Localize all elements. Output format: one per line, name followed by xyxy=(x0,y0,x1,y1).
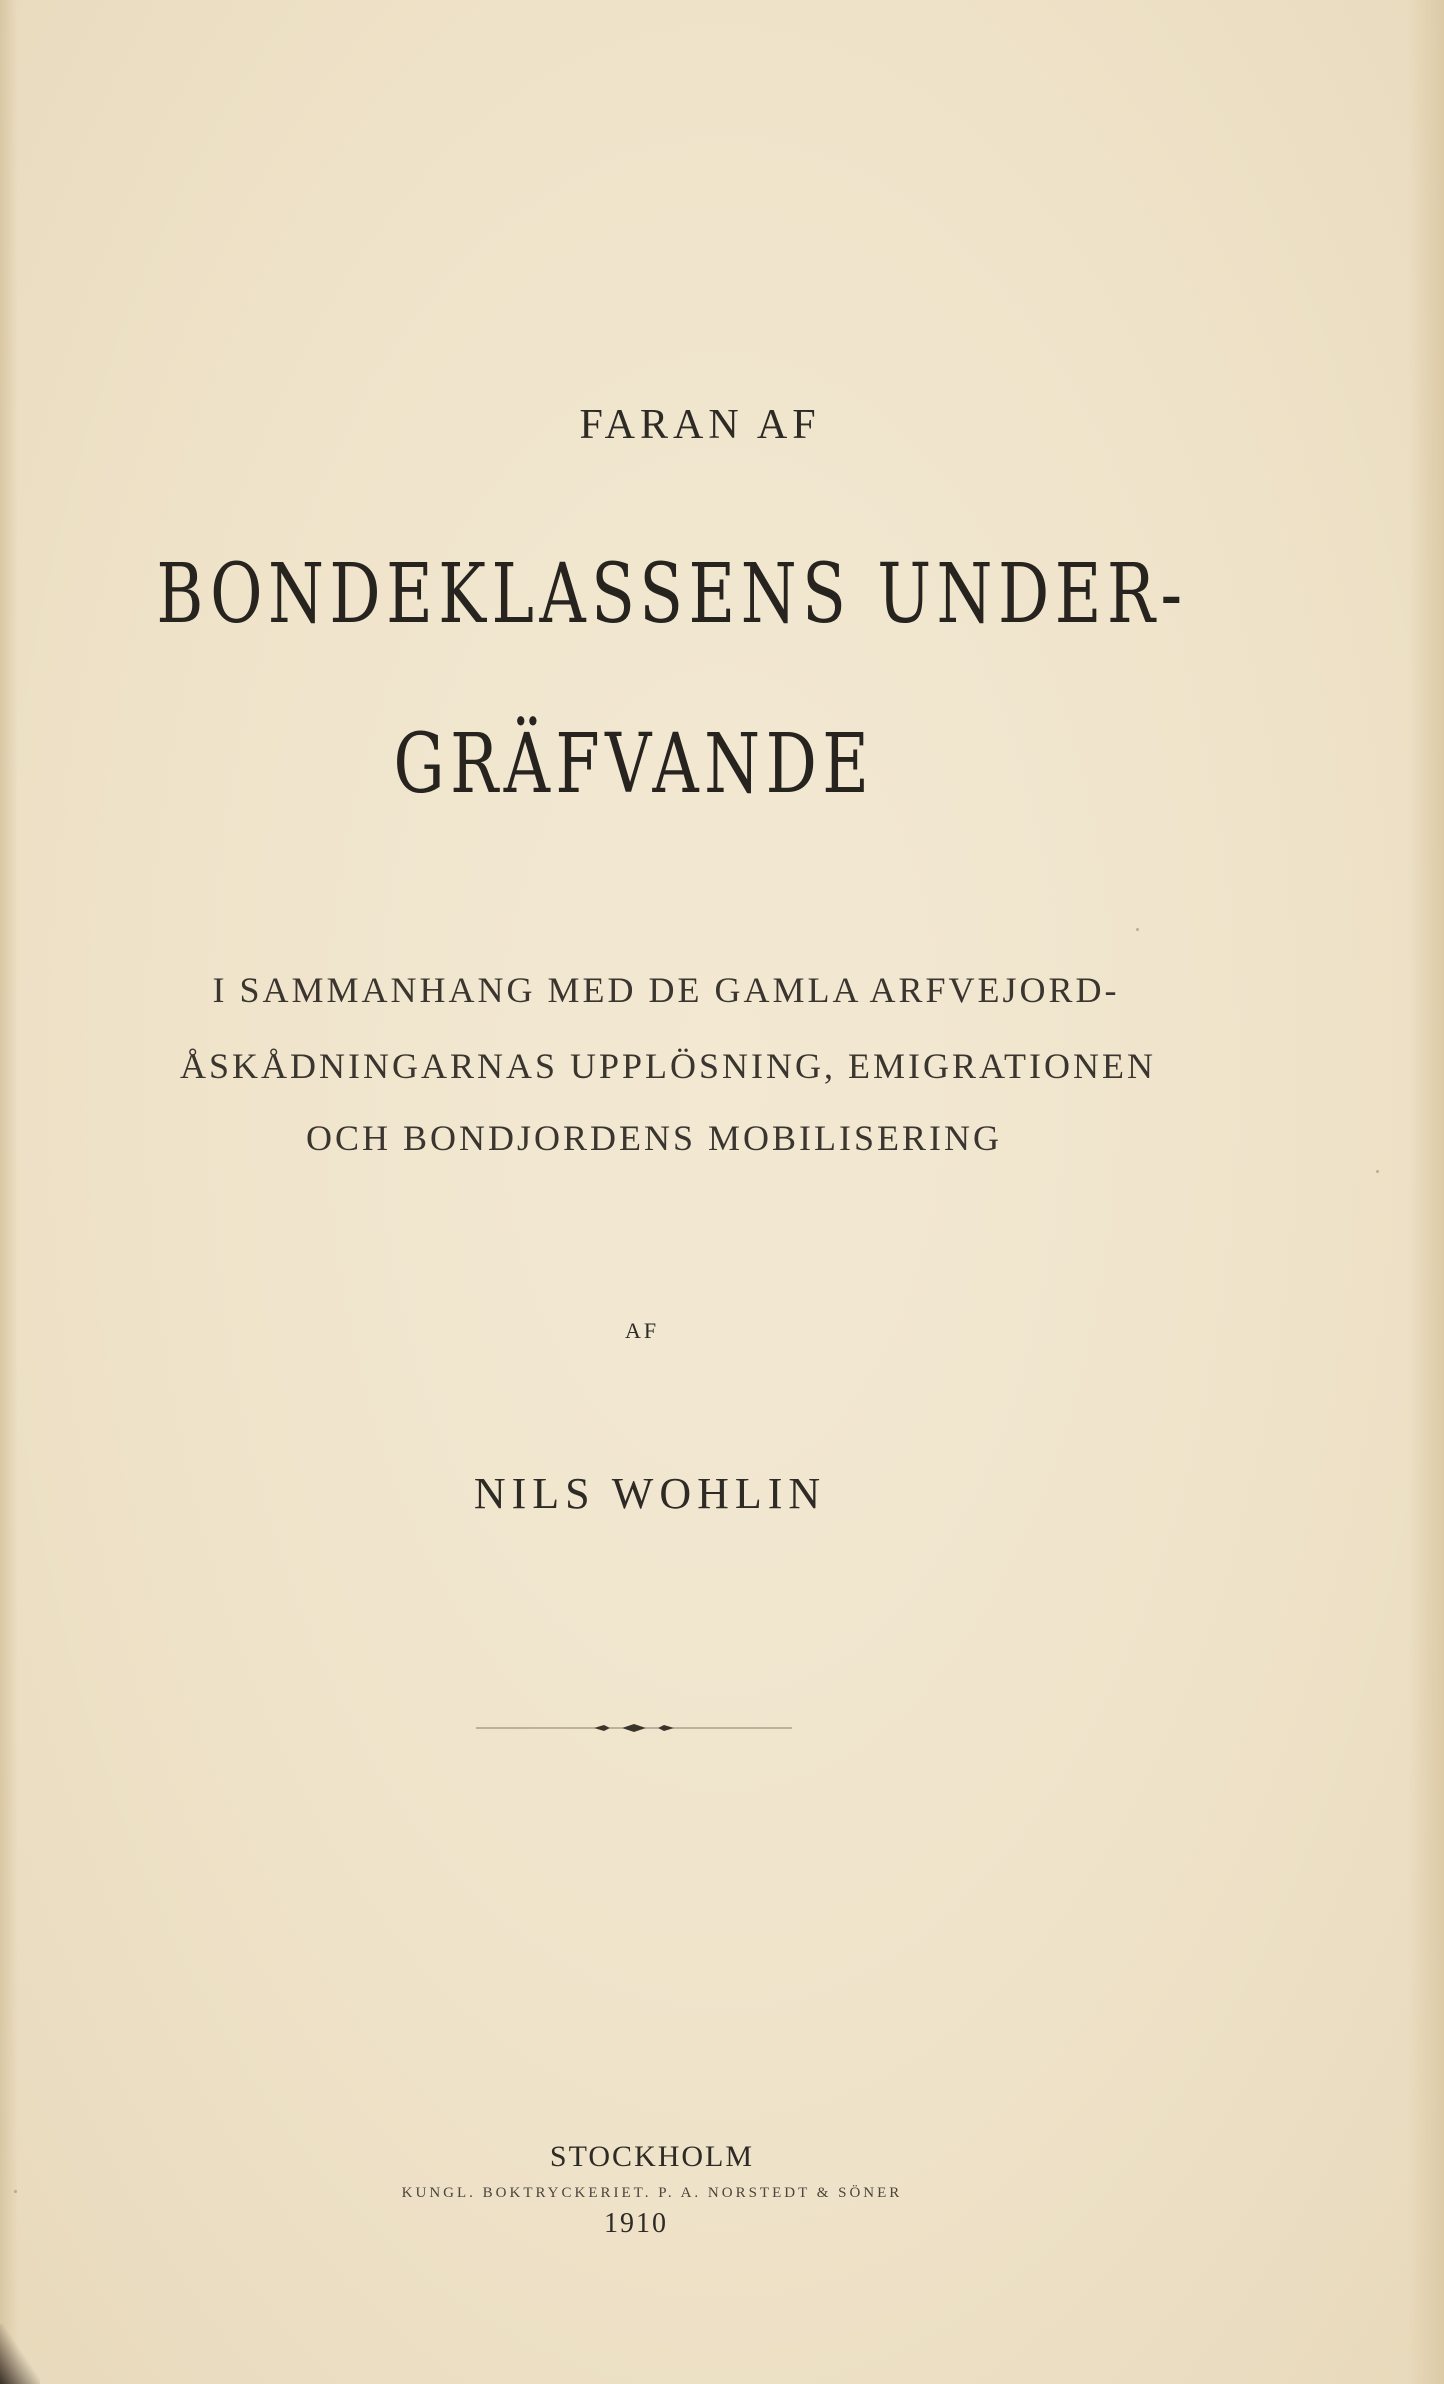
main-title-line-1: BONDEKLASSENS UNDER- xyxy=(156,547,1188,642)
page-edge-right xyxy=(1408,0,1444,2384)
author-name: NILS WOHLIN xyxy=(473,1469,827,1518)
ornament-mark-center xyxy=(622,1724,646,1732)
page-edge-left xyxy=(0,0,18,2384)
paper-speck xyxy=(1376,1170,1379,1173)
subtitle-line-3: OCH BONDJORDENS MOBILISERING xyxy=(305,1118,1003,1158)
ornament-mark-right xyxy=(658,1725,674,1731)
subtitle-line-1: I SAMMANHANG MED DE GAMLA ARFVEJORD- xyxy=(212,970,1120,1010)
by-label: AF xyxy=(624,1318,660,1343)
imprint-place: STOCKHOLM xyxy=(549,2140,755,2173)
ornament-divider xyxy=(476,1716,792,1740)
book-cover-corner xyxy=(0,2324,40,2384)
imprint-year: 1910 xyxy=(604,2208,668,2239)
ornament-mark-left xyxy=(594,1725,610,1731)
subtitle-line-2: ÅSKÅDNINGARNAS UPPLÖSNING, EMIGRATIONEN xyxy=(179,1046,1157,1086)
paper-speck xyxy=(1136,928,1139,931)
pre-title: FARAN AF xyxy=(579,402,821,448)
paper-speck xyxy=(14,2190,17,2193)
imprint-printer: KUNGL. BOKTRYCKERIET. P. A. NORSTEDT & SÖNER xyxy=(401,2185,903,2201)
main-title-line-2: GRÄFVANDE xyxy=(393,717,875,812)
